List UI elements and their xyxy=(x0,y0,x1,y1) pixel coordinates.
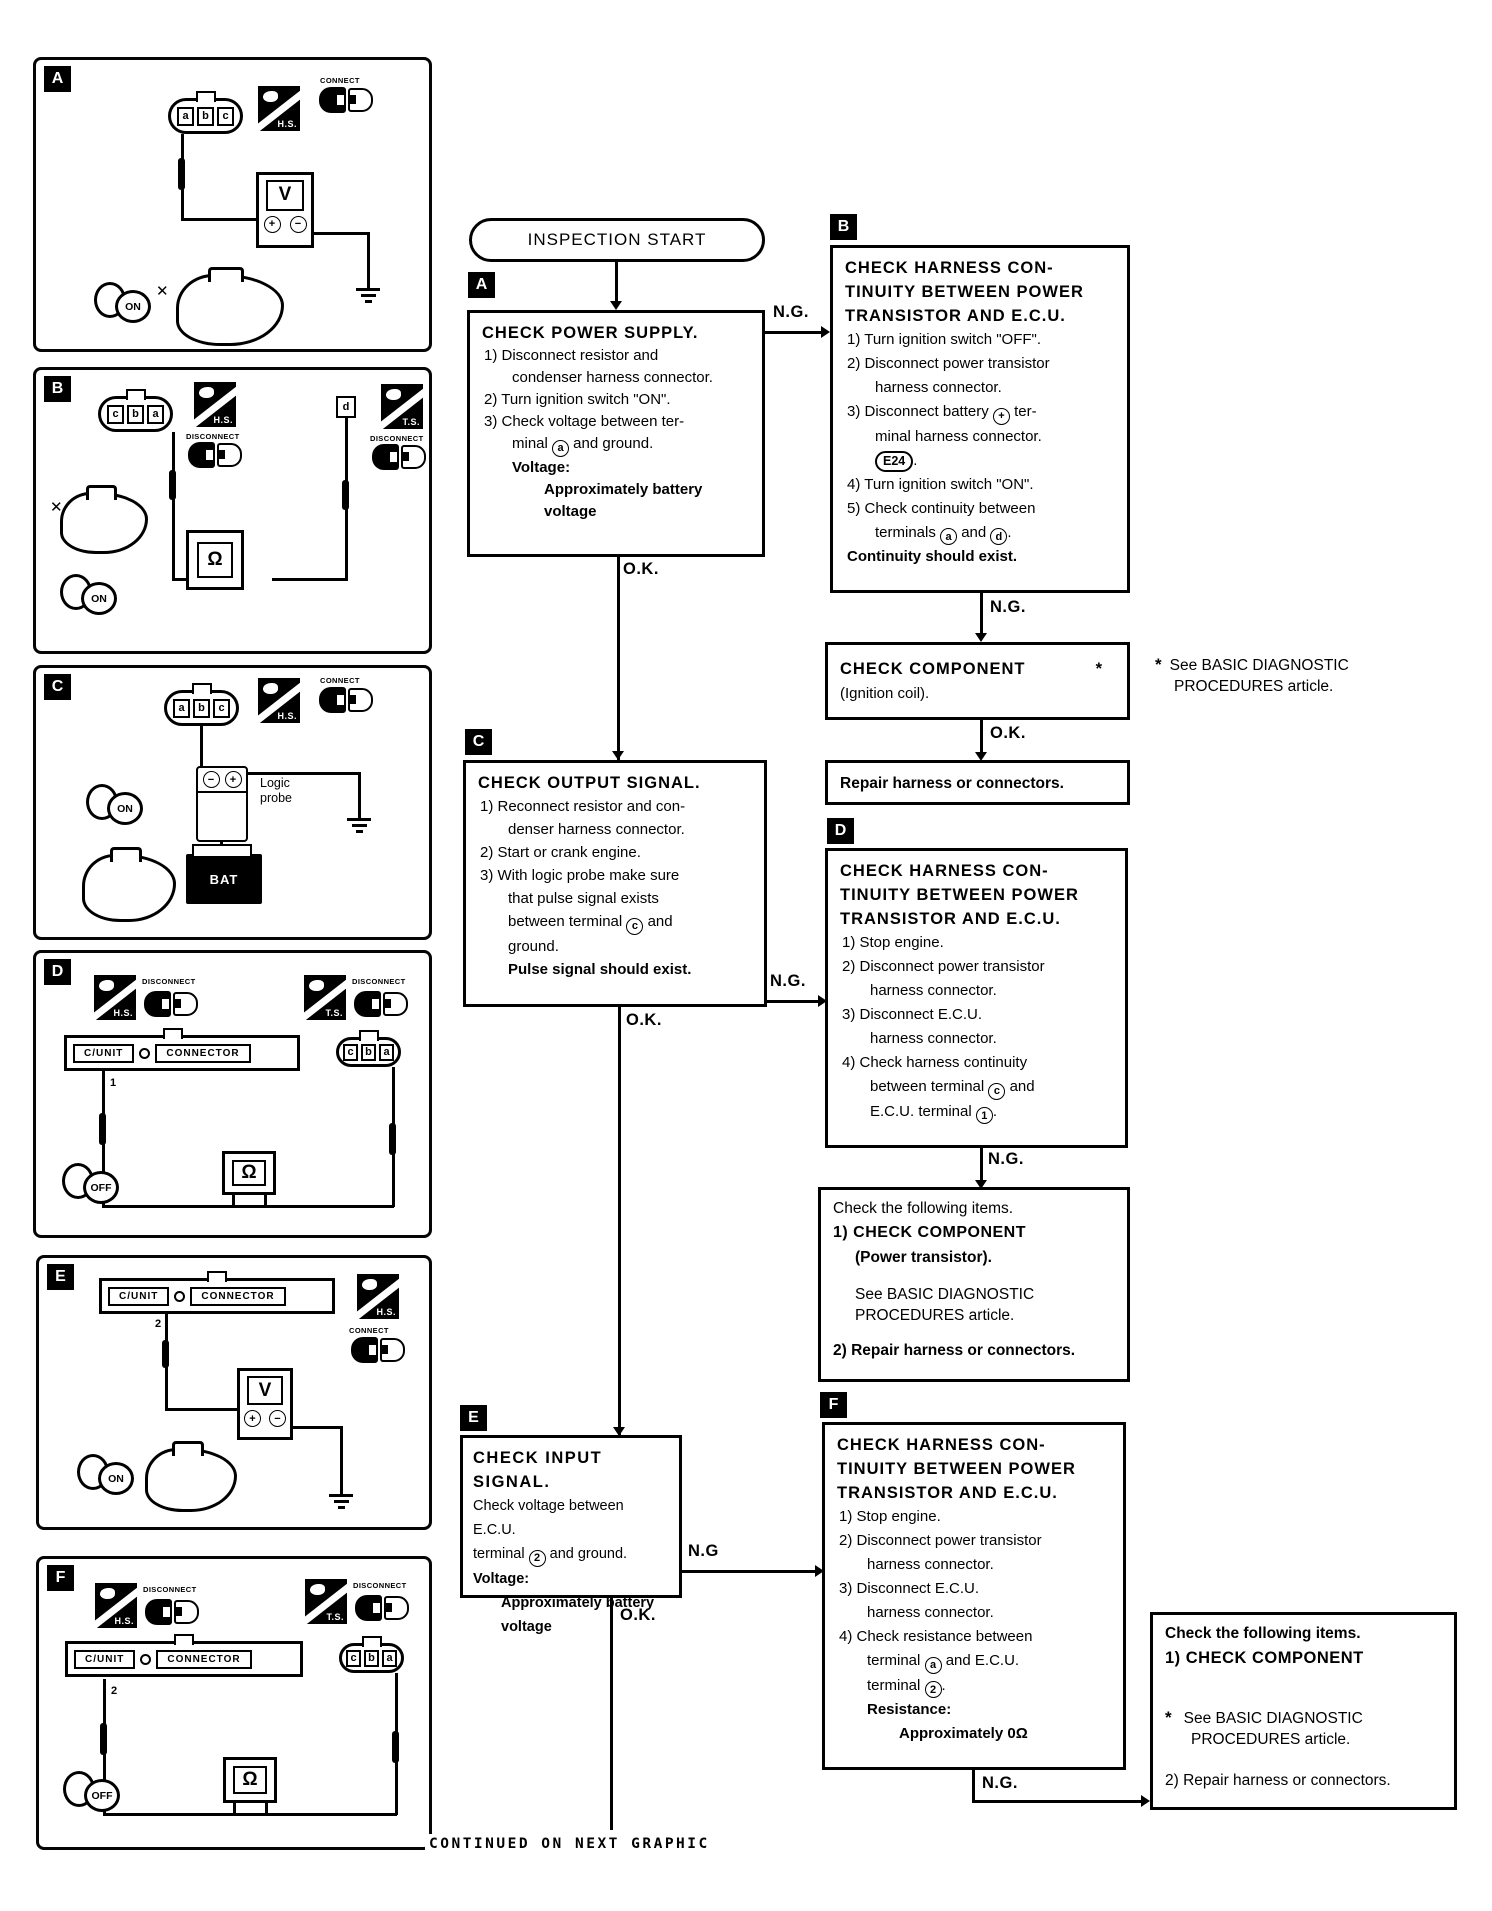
ts-icon: T.S. xyxy=(381,384,423,429)
illustration-panel-f xyxy=(36,1556,432,1850)
logic-probe-icon: − + xyxy=(196,766,248,842)
ng-label: N.G. xyxy=(773,303,809,321)
ng-label: N.G. xyxy=(988,1150,1024,1168)
voltmeter-icon xyxy=(237,1368,293,1440)
arrow-down-icon xyxy=(612,751,624,760)
box-title: CHECK COMPONENT xyxy=(840,660,1026,678)
minus-terminal-icon: − xyxy=(290,216,307,233)
box-title: CHECK OUTPUT SIGNAL. xyxy=(478,774,701,792)
terminal-c-circled: c xyxy=(626,918,643,935)
ignition-on-icon: ON xyxy=(86,780,148,838)
disconnect-label: DISCONNECT xyxy=(370,434,424,443)
spec-line: Approximately battery xyxy=(501,1594,655,1611)
box-title: CHECK HARNESS CON- xyxy=(845,259,1054,277)
terminal-d-icon: d xyxy=(336,396,356,418)
box-title: TRANSISTOR AND E.C.U. xyxy=(845,307,1066,325)
flow-line xyxy=(972,1800,1144,1803)
illustration-panel-c xyxy=(33,665,432,940)
step-line: 4) Check harness continuity xyxy=(842,1054,1028,1071)
items-line: See BASIC DIAGNOSTIC xyxy=(855,1286,1035,1303)
test-lead xyxy=(172,432,175,580)
spec-line: Approximately 0Ω xyxy=(899,1725,1028,1742)
step-line: condenser harness connector. xyxy=(512,369,713,386)
arrow-right-icon xyxy=(1141,1795,1150,1807)
panel-a-label: A xyxy=(44,66,71,92)
terminal-d-circled: d xyxy=(990,528,1007,545)
plus-terminal-icon: + xyxy=(244,1410,261,1427)
minus-terminal-icon: − xyxy=(269,1410,286,1427)
ohmmeter-display: Ω xyxy=(197,542,233,579)
ohmmeter-display: Ω xyxy=(232,1160,266,1186)
items-line: 2) Repair harness or connectors. xyxy=(833,1342,1076,1359)
flow-line xyxy=(618,1007,621,1435)
spec-line: Approximately battery xyxy=(544,480,703,498)
terminal-a-circled: a xyxy=(940,528,957,545)
arrow-right-icon xyxy=(821,326,830,338)
box-title: TINUITY BETWEEN POWER xyxy=(840,886,1079,904)
disconnect-plug-icon xyxy=(372,444,428,470)
disconnect-plug-icon xyxy=(144,991,200,1017)
footnote-star: * xyxy=(1155,655,1162,674)
footnote-star: * xyxy=(1095,660,1103,678)
lead-number: 2 xyxy=(155,1318,162,1330)
step-line: that pulse signal exists xyxy=(508,890,659,907)
box-title: TINUITY BETWEEN POWER xyxy=(837,1460,1076,1478)
step-line: terminal 2 . xyxy=(837,1674,1113,1699)
connector-e24-badge: E24 xyxy=(875,451,913,472)
step-line: 3) Check voltage between ter- xyxy=(484,413,685,430)
ignition-on-icon: ON xyxy=(60,570,122,628)
box-title: TRANSISTOR AND E.C.U. xyxy=(837,1484,1058,1502)
flow-line xyxy=(980,720,983,754)
component-sub-line: (Ignition coil). xyxy=(840,685,930,702)
inspection-start-node: INSPECTION START xyxy=(469,218,765,262)
panel-c-label: C xyxy=(44,674,71,700)
continued-note: CONTINUED ON NEXT GRAPHIC xyxy=(425,1834,714,1854)
panel-b-label: B xyxy=(44,376,71,402)
step-line: 2) Disconnect power transistor xyxy=(847,355,1050,372)
step-line: 3) Disconnect E.C.U. xyxy=(839,1580,980,1597)
step-line: harness connector. xyxy=(867,1604,994,1621)
ground-icon xyxy=(329,1494,353,1509)
step-line: terminal 2 and ground. xyxy=(473,1542,669,1567)
flow-label-e: E xyxy=(460,1405,487,1431)
spec-line: Voltage: xyxy=(512,458,571,476)
flow-label-c: C xyxy=(465,729,492,755)
connector-cba-icon: c b a xyxy=(98,396,173,432)
disconnect-cross-icon: ✕ xyxy=(156,283,169,300)
connect-label: CONNECT xyxy=(320,76,360,85)
engine-icon xyxy=(60,492,148,554)
step-line: harness connector. xyxy=(875,379,1002,396)
ok-label: O.K. xyxy=(990,724,1026,742)
flow-box-check-output-signal xyxy=(463,760,767,1007)
step-line: 3) With logic probe make sure xyxy=(480,867,680,884)
disconnect-plug-icon xyxy=(355,1595,411,1621)
flow-box-check-items-f xyxy=(1150,1612,1457,1810)
step-line: 1) Reconnect resistor and con- xyxy=(480,798,686,815)
panel-d-label: D xyxy=(44,959,71,985)
illustration-panel-b xyxy=(33,367,432,654)
flow-box-repair-harness xyxy=(825,760,1130,805)
spec-line: Voltage: xyxy=(473,1570,530,1587)
disconnect-plug-icon xyxy=(145,1599,201,1625)
spec-line: voltage xyxy=(501,1618,552,1635)
step-line: 3) Disconnect E.C.U. xyxy=(842,1006,983,1023)
step-line: Check voltage between E.C.U. xyxy=(473,1498,624,1538)
ok-label: O.K. xyxy=(626,1011,662,1029)
connector-abc-icon: a b c xyxy=(168,98,243,134)
flow-box-harness-continuity-b xyxy=(830,245,1130,593)
flow-box-check-component xyxy=(825,642,1130,720)
hs-icon: H.S. xyxy=(95,1583,137,1628)
ecu-terminal-2-circled: 2 xyxy=(529,1550,546,1567)
disconnect-cross-icon: ✕ xyxy=(50,499,63,516)
flow-label-d: D xyxy=(827,818,854,844)
connector-cba-icon: c b a xyxy=(336,1037,401,1067)
hs-icon: H.S. xyxy=(94,975,136,1020)
flow-box-check-items-d xyxy=(818,1187,1130,1382)
step-line: 5) Check continuity between xyxy=(847,499,1036,517)
hs-icon: H.S. xyxy=(194,382,236,427)
spec-line: Pulse signal should exist. xyxy=(508,961,692,978)
step-line: 2) Turn ignition switch "ON". xyxy=(484,391,671,408)
connector-code-line: E24 . xyxy=(845,449,1117,473)
battery-plus-icon: + xyxy=(993,408,1010,425)
step-line: E.C.U. terminal 1 . xyxy=(840,1100,1115,1125)
flow-line xyxy=(972,1770,975,1802)
plus-terminal-icon: + xyxy=(264,216,281,233)
disconnect-label: DISCONNECT xyxy=(353,1581,407,1590)
hs-icon: H.S. xyxy=(357,1274,399,1319)
ecu-terminal-1-circled: 1 xyxy=(976,1107,993,1124)
component-title-line xyxy=(840,657,1117,681)
lead-number: 1 xyxy=(110,1077,117,1089)
ok-label: O.K. xyxy=(623,560,659,578)
flow-label-f: F xyxy=(820,1392,847,1418)
flow-line xyxy=(765,331,823,334)
ground-icon xyxy=(356,288,380,303)
flow-line xyxy=(615,262,618,304)
items-line: 1) CHECK COMPONENT xyxy=(1165,1649,1364,1667)
ignition-on-icon: ON xyxy=(94,278,156,336)
connect-plug-icon xyxy=(319,687,375,713)
terminal-a-circled: a xyxy=(552,440,569,457)
ground-icon xyxy=(347,818,371,833)
ohmmeter-icon xyxy=(222,1151,276,1195)
ignition-off-icon: OFF xyxy=(63,1767,125,1825)
panel-e-label: E xyxy=(47,1264,74,1290)
box-title: CHECK INPUT SIGNAL. xyxy=(473,1449,603,1491)
logic-probe-label: Logic probe xyxy=(260,776,292,805)
step-line: harness connector. xyxy=(867,1556,994,1573)
connector-tab xyxy=(196,91,216,102)
flow-box-harness-continuity-d xyxy=(825,848,1128,1148)
box-title: TINUITY BETWEEN POWER xyxy=(845,283,1084,301)
ng-label: N.G xyxy=(688,1542,719,1560)
flow-label-a: A xyxy=(468,272,495,298)
terminal-c-circled: c xyxy=(988,1083,1005,1100)
spec-line: Resistance: xyxy=(867,1701,952,1718)
disconnect-plug-icon xyxy=(354,991,410,1017)
voltmeter-display: V xyxy=(266,180,303,211)
footnote-note: * See BASIC DIAGNOSTIC PROCEDURES article. xyxy=(1155,655,1349,695)
flow-line xyxy=(682,1570,818,1573)
step-line: denser harness connector. xyxy=(508,821,685,838)
box-title: CHECK HARNESS CON- xyxy=(840,862,1049,880)
ts-icon: T.S. xyxy=(305,1579,347,1624)
voltmeter-icon xyxy=(256,172,314,248)
step-line: 4) Check resistance between xyxy=(839,1628,1033,1645)
box-title: TRANSISTOR AND E.C.U. xyxy=(840,910,1061,928)
ng-label: N.G. xyxy=(982,1774,1018,1792)
test-lead xyxy=(200,726,203,766)
cunit-connector-bar: C/UNIT CONNECTOR xyxy=(99,1278,335,1314)
items-intro: Check the following items. xyxy=(1165,1625,1361,1642)
step-line: terminal a and E.C.U. xyxy=(837,1649,1113,1674)
step-line: minal harness connector. xyxy=(875,427,1042,445)
disconnect-label: DISCONNECT xyxy=(142,977,196,986)
terminal-a-circled: a xyxy=(925,1657,942,1674)
step-line: 2) Disconnect power transistor xyxy=(839,1532,1042,1549)
ignition-on-icon: ON xyxy=(77,1450,139,1508)
items-line: * See BASIC DIAGNOSTIC xyxy=(1165,1708,1363,1727)
ng-label: N.G. xyxy=(770,972,806,990)
items-line: 2) Repair harness or connectors. xyxy=(1165,1772,1391,1789)
step-line: harness connector. xyxy=(870,982,997,999)
step-line: 1) Stop engine. xyxy=(839,1508,941,1525)
disconnect-label: DISCONNECT xyxy=(352,977,406,986)
disconnect-label: DISCONNECT xyxy=(186,432,240,441)
box-title: CHECK HARNESS CON- xyxy=(837,1436,1046,1454)
spec-line: Continuity should exist. xyxy=(847,548,1018,565)
footnote-star: * xyxy=(1165,1708,1172,1727)
ng-label: N.G. xyxy=(990,598,1026,616)
ignition-off-icon: OFF xyxy=(62,1159,124,1217)
connector-cba-icon: c b a xyxy=(339,1643,404,1673)
hs-icon: H.S. xyxy=(258,86,300,131)
illustration-panel-a xyxy=(33,57,432,352)
step-line: 1) Turn ignition switch "OFF". xyxy=(847,331,1042,348)
voltmeter-display: V xyxy=(247,1376,283,1405)
step-line: between terminal c and xyxy=(840,1075,1115,1100)
lead-number: 2 xyxy=(111,1685,118,1697)
battery-icon: BAT xyxy=(186,854,262,904)
probe-grip xyxy=(178,158,185,190)
arrow-down-icon xyxy=(610,301,622,310)
step-line: 1) Disconnect resistor and xyxy=(484,347,659,364)
flow-box-harness-continuity-f xyxy=(822,1422,1126,1770)
cunit-connector-bar: C/UNIT CONNECTOR xyxy=(64,1035,300,1071)
ok-label: O.K. xyxy=(620,1606,656,1624)
flow-box-check-power-supply xyxy=(467,310,765,557)
items-line: 1) CHECK COMPONENT xyxy=(833,1224,1027,1241)
hs-icon: H.S. xyxy=(258,678,300,723)
flow-line xyxy=(980,1148,983,1182)
ecu-terminal-2-circled: 2 xyxy=(925,1681,942,1698)
step-line: 2) Start or crank engine. xyxy=(480,844,641,861)
spec-line: voltage xyxy=(544,502,597,520)
connect-plug-icon xyxy=(351,1337,407,1363)
flow-label-b: B xyxy=(830,214,857,240)
items-line: (Power transistor). xyxy=(855,1249,992,1266)
connect-label: CONNECT xyxy=(320,676,360,685)
items-intro: Check the following items. xyxy=(833,1200,1014,1217)
disconnect-plug-icon xyxy=(188,442,244,468)
connector-abc-icon: a b c xyxy=(164,690,239,726)
cunit-connector-bar: C/UNIT CONNECTOR xyxy=(65,1641,303,1677)
illustration-panel-e xyxy=(36,1255,432,1530)
ohmmeter-display: Ω xyxy=(233,1766,267,1793)
panel-f-label: F xyxy=(47,1565,74,1591)
step-line: ground. xyxy=(508,938,559,955)
step-line: minal a and ground. xyxy=(482,433,752,457)
connect-label: CONNECT xyxy=(349,1326,389,1335)
step-line: 1) Stop engine. xyxy=(842,934,944,951)
engine-icon xyxy=(82,854,176,922)
ohmmeter-icon xyxy=(223,1757,277,1803)
step-line: harness connector. xyxy=(870,1030,997,1047)
step-line: 4) Turn ignition switch "ON". xyxy=(847,475,1034,493)
items-line: PROCEDURES article. xyxy=(855,1307,1015,1324)
box-title: CHECK POWER SUPPLY. xyxy=(482,324,699,342)
flow-line xyxy=(767,1000,821,1003)
flow-line xyxy=(617,557,620,760)
disconnect-label: DISCONNECT xyxy=(143,1585,197,1594)
step-line: between terminal c and xyxy=(478,910,754,935)
repair-text: Repair harness or connectors. xyxy=(840,775,1064,792)
step-line: terminals a and d . xyxy=(845,521,1117,546)
engine-icon xyxy=(145,1448,237,1512)
items-line: PROCEDURES article. xyxy=(1191,1731,1351,1748)
engine-icon xyxy=(176,274,284,346)
arrow-down-icon xyxy=(975,633,987,642)
illustration-panel-d xyxy=(33,950,432,1238)
connect-plug-icon xyxy=(319,87,375,113)
step-line: 2) Disconnect power transistor xyxy=(842,958,1045,975)
ts-icon: T.S. xyxy=(304,975,346,1020)
step-line: 3) Disconnect battery + ter- xyxy=(845,400,1117,425)
ohmmeter-icon xyxy=(186,530,244,590)
